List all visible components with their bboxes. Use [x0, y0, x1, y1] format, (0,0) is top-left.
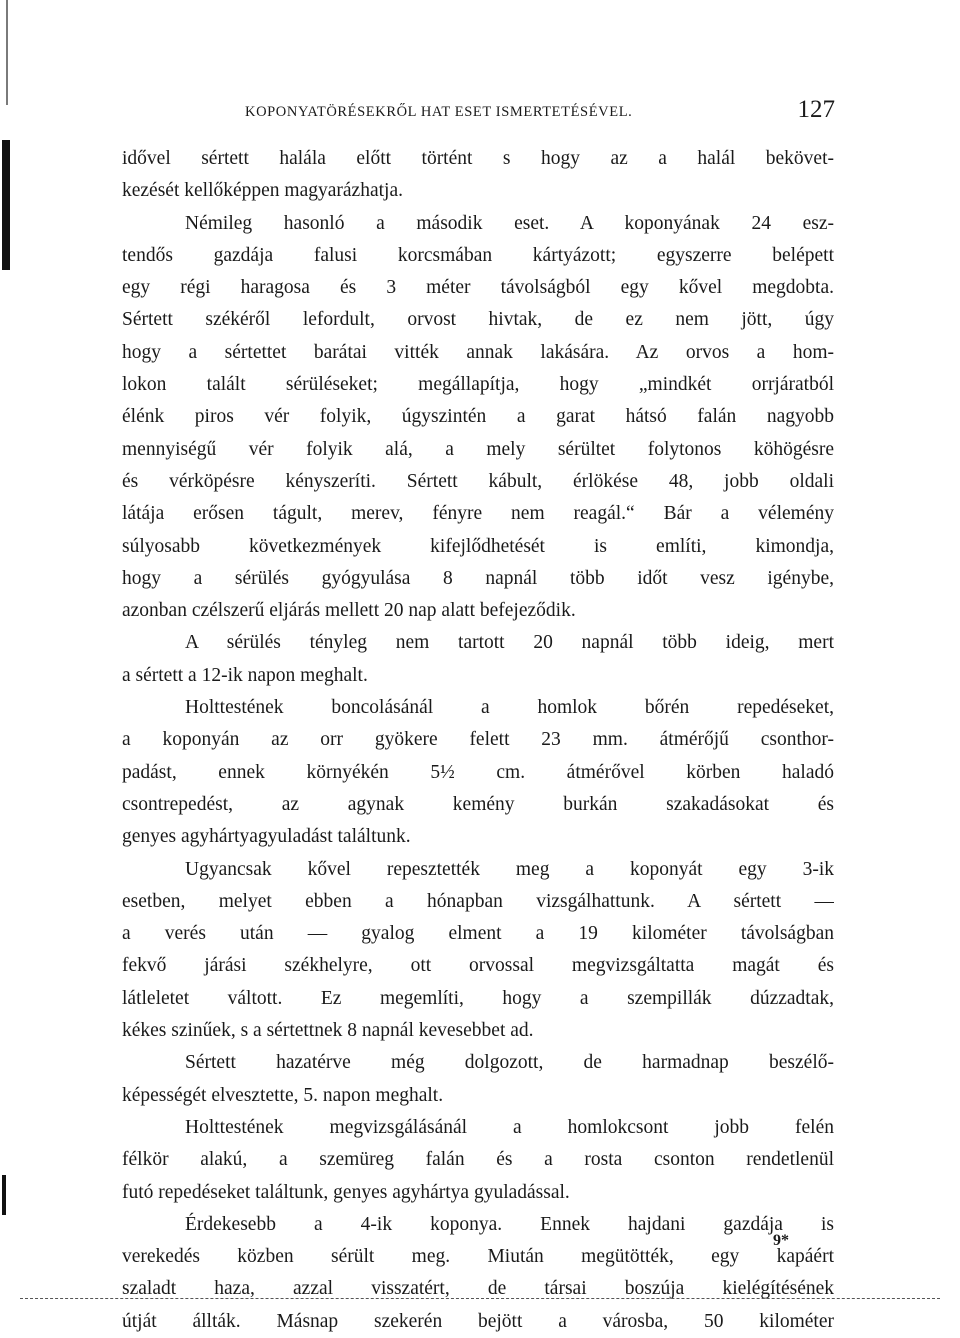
running-head: KOPONYATÖRÉSEKRŐL HAT ESET ISMERTETÉSÉVEL.	[245, 104, 633, 120]
text-line: élénk piros vér folyik, úgyszintén a garat hátsó falán nagyobb	[122, 406, 834, 428]
text-line: genyes agyhártyagyuladást találtunk.	[122, 826, 411, 848]
footer-dashed-rule	[20, 1298, 940, 1299]
text-line: padást, ennek környékén 5½ cm. átmérővel körben haladó	[122, 761, 834, 783]
signature-mark: 9*	[773, 1232, 789, 1249]
binding-mark	[2, 140, 10, 270]
text-line: félkör alakú, a szemüreg falán és a rosta csonton rendetlenül	[122, 1149, 834, 1171]
text-line: csontrepedést, az agynak kemény burkán szakadásokat és	[122, 793, 834, 815]
text-line: tendős gazdája falusi korcsmában kártyázott; egyszerre belépett	[122, 244, 834, 266]
text-line: A sérülés tényleg nem tartott 20 napnál több ideig, mert	[185, 632, 834, 654]
text-line: súlyosabb következmények kifejlődhetését is említi, kimondja,	[122, 535, 834, 557]
text-line: futó repedéseket találtunk, genyes agyhártya gyuladással.	[122, 1181, 570, 1203]
text-line: a sértett a 12-ik napon meghalt.	[122, 664, 368, 686]
text-line: esetben, melyet ebben a hónapban vizsgálhattunk. A sértett —	[122, 890, 834, 912]
page-header	[245, 96, 835, 132]
text-line: a verés után — gyalog elment a 19 kilométer távolságban	[122, 923, 834, 945]
text-line: hogy a sértettet barátai vitték annak lakására. Az orvos a hom-	[122, 341, 834, 363]
text-line: Sértett hazatérve még dolgozott, de harmadnap beszélő-	[185, 1052, 834, 1074]
text-line: Holttestének megvizsgálásánál a homlokcsont jobb felén	[185, 1116, 834, 1138]
binding-mark	[2, 1175, 6, 1215]
text-line: fekvő járási székhelyre, ott orvossal megvizsgáltatta magát és	[122, 955, 834, 977]
text-line: kékes szinűek, s a sértettnek 8 napnál kevesebbet ad.	[122, 1020, 534, 1042]
text-line: Ugyancsak kővel repesztették meg a koponyát egy 3-ik	[185, 858, 834, 880]
text-line: lokon talált sérüléseket; megállapítja, hogy „mindkét orrjáratból	[122, 374, 834, 396]
text-line: szaladt haza, azzal visszatért, de társai boszúja kielégítésének	[122, 1278, 834, 1300]
text-line: Sértett székéről lefordult, orvost hivtak, de ez nem jött, úgy	[122, 309, 834, 331]
text-line: egy régi haragosa és 3 méter távolságból egy kővel megdobta.	[122, 277, 834, 299]
text-line: Érdekesebb a 4-ik koponya. Ennek hajdani gazdája is	[185, 1213, 834, 1235]
text-line: látleletet váltott. Ez megemlíti, hogy a szempillák dúzzadtak,	[122, 987, 834, 1009]
text-line: mennyiségű vér folyik alá, a mely sérültet folytonos köhögésre	[122, 438, 834, 460]
body-text	[122, 143, 834, 1338]
text-line: képességét elvesztette, 5. napon meghalt.	[122, 1084, 444, 1106]
text-line: a koponyán az orr gyökere felett 23 mm. átmérőjű csonthor-	[122, 729, 834, 751]
page-number: 127	[797, 96, 835, 123]
text-line: idővel sértett halála előtt történt s hogy az a halál bekövet-	[122, 148, 834, 169]
text-line: azonban czélszerű eljárás mellett 20 nap alatt befejeződik.	[122, 600, 576, 622]
text-line: látája erősen tágult, merev, fényre nem reagál.“ Bár a vélemény	[122, 503, 834, 525]
text-line: és vérköpésre kényszeríti. Sértett kábult, érlökése 48, jobb oldali	[122, 470, 834, 492]
text-line: Némileg hasonló a második eset. A koponyának 24 esz-	[185, 212, 834, 234]
text-line: kezését kellőképpen magyarázhatja.	[122, 180, 403, 202]
text-line: útját állták. Másnap szekerén bejött a városba, 50 kilométer	[122, 1310, 834, 1332]
text-line: Holttestének boncolásánál a homlok bőrén repedéseket,	[185, 697, 834, 719]
text-line: verekedés közben sérült meg. Miután megütötték, egy kapáért	[122, 1246, 834, 1268]
text-line: hogy a sérülés gyógyulása 8 napnál több időt vesz igénybe,	[122, 567, 834, 589]
